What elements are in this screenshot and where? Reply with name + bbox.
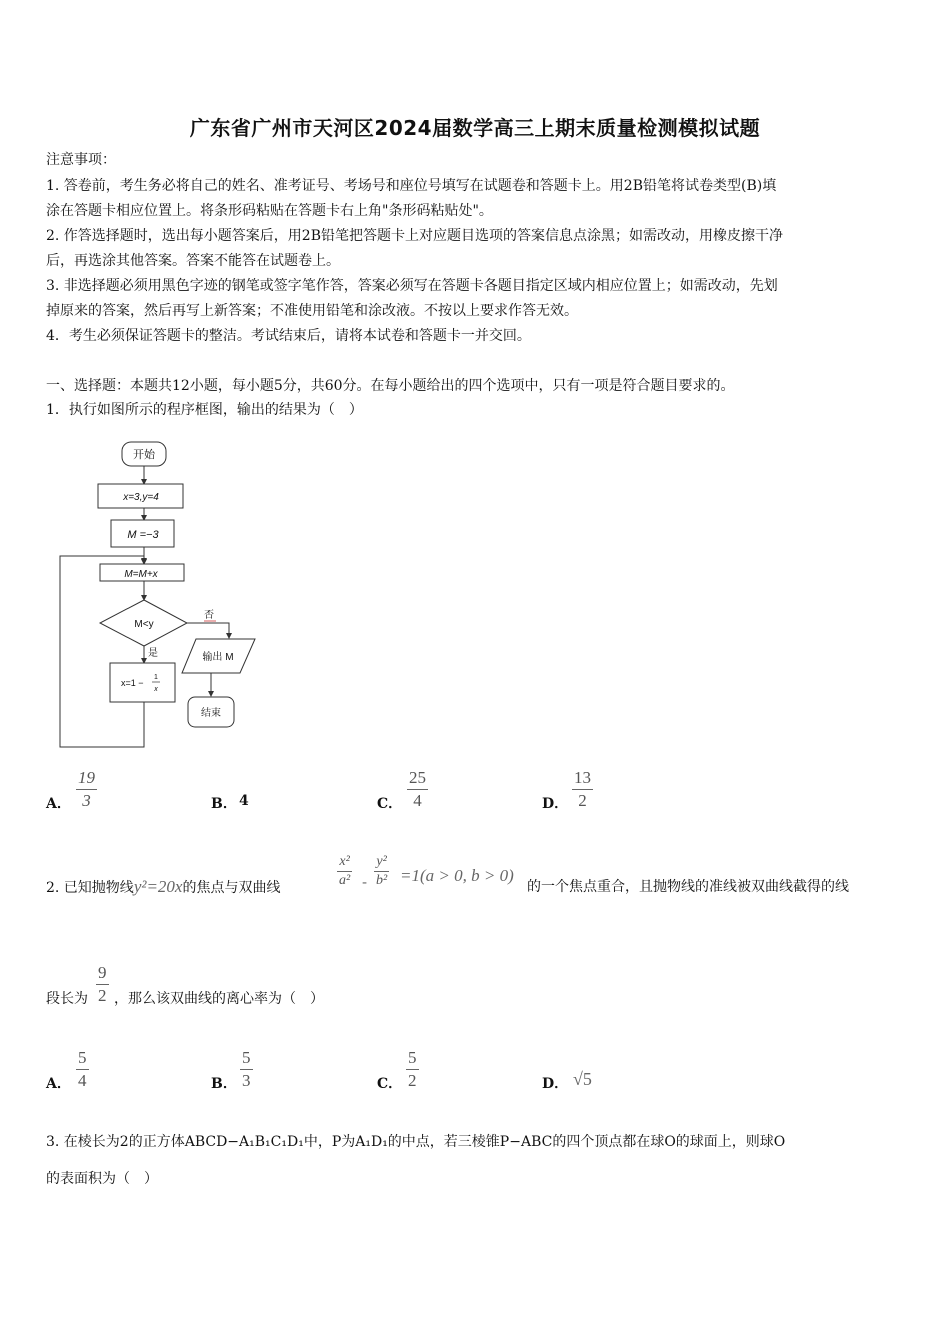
notice-line: 涂在答题卡相应位置上。将条形码粘贴在答题卡右上角"条形码粘贴处"。 — [46, 203, 493, 219]
page-title: 广东省广州市天河区2024届数学高三上期末质量检测模拟试题 — [189, 116, 761, 140]
q2-option-a-label: A． — [46, 1076, 71, 1092]
m-init-label: M =−3 — [127, 529, 159, 541]
notice-line: 3. 非选择题必须用黑色字迹的钢笔或签字笔作答，答案必须写在答题卡各题目指定区域内相应位置上；如需改动，先划 — [46, 278, 778, 294]
q2-option-c[interactable]: 5 2 — [408, 1048, 417, 1090]
hyperbola-y-term: y² b² — [376, 854, 388, 888]
q2-option-c-label: C． — [377, 1076, 403, 1092]
end-label: 结束 — [201, 708, 221, 719]
chord-length: 9 2 — [98, 963, 107, 1005]
notice-line: 2. 作答选择题时，选出每小题答案后，用2B铅笔把答题卡上对应题目选项的答案信息点涂黑；如需改动，用橡皮擦干净 — [46, 228, 783, 244]
assign-fraction-den: x — [154, 686, 158, 693]
q2-option-b-label: B． — [211, 1076, 237, 1092]
question-3-stem-cont: 的表面积为（ ） — [46, 1171, 158, 1187]
notice-line: 1. 答卷前，考生务必将自己的姓名、准考证号、考场号和座位号填写在试题卷和答题卡上。用2B铅笔将试卷类型(B)填 — [46, 178, 777, 194]
notice-heading: 注意事项： — [46, 152, 116, 168]
hyperbola-x-term: x² a² — [339, 854, 351, 888]
notice-line: 掉原来的答案，然后再写上新答案；不准使用铅笔和涂改液。不按以上要求作答无效。 — [46, 303, 578, 319]
init-label: x=3,y=4 — [123, 492, 159, 503]
q2-option-b[interactable]: 5 3 — [242, 1048, 251, 1090]
q1-option-c[interactable]: 25 4 — [409, 768, 426, 810]
question-1-stem: 1．执行如图所示的程序框图，输出的结果为（ ） — [46, 402, 363, 418]
question-2-stem-end: ，那么该双曲线的离心率为（ ） — [114, 991, 324, 1007]
q1-option-b[interactable]: 4 — [239, 793, 249, 809]
q2-option-d-label: D． — [542, 1076, 569, 1092]
question-3-stem: 3. 在棱长为2的正方体ABCD−A₁B₁C₁D₁中，P为A₁D₁的中点，若三棱锥P−ABC的四个顶点都在球O的球面上，则球O — [46, 1134, 786, 1150]
assign-label: x=1 − — [121, 678, 144, 688]
question-2-stem-cont: 的一个焦点重合，且抛物线的准线被双曲线截得的线 — [527, 879, 849, 895]
minus-sign: - — [362, 873, 368, 891]
q2-option-a[interactable]: 5 4 — [78, 1048, 87, 1090]
assign-fraction-num: 1 — [154, 674, 158, 681]
no-label: 否 — [204, 610, 214, 621]
section-heading: 一、选择题：本题共12小题，每小题5分，共60分。在每小题给出的四个选项中，只有一项是符合题目要求的。 — [46, 378, 735, 394]
notice-line: 后，再选涂其他答案。答案不能答在试题卷上。 — [46, 253, 340, 269]
start-label: 开始 — [133, 449, 155, 461]
q1-option-a[interactable]: 19 3 — [78, 768, 95, 810]
update-label: M=M+x — [124, 569, 158, 580]
parabola-equation: y²=20x — [133, 877, 183, 896]
q1-option-b-label: B． — [211, 796, 237, 812]
q1-option-a-label: A． — [46, 796, 71, 812]
condition-label: M<y — [134, 619, 154, 630]
yes-label: 是 — [148, 648, 158, 659]
notice-line: 4．考生必须保证答题卡的整洁。考试结束后，请将本试卷和答题卡一并交回。 — [46, 328, 531, 344]
flowchart — [50, 436, 270, 756]
q1-option-d-label: D． — [542, 796, 569, 812]
q1-option-d[interactable]: 13 2 — [574, 768, 591, 810]
question-2-stem-len: 段长为 — [46, 991, 88, 1007]
q1-option-c-label: C． — [377, 796, 403, 812]
q2-option-d[interactable]: √5 — [573, 1069, 592, 1089]
output-label: 输出 M — [202, 652, 234, 663]
hyperbola-condition: =1(a > 0, b > 0) — [400, 866, 514, 885]
question-2-stem: 2. 已知抛物线y²=20x的焦点与双曲线 — [46, 877, 281, 896]
